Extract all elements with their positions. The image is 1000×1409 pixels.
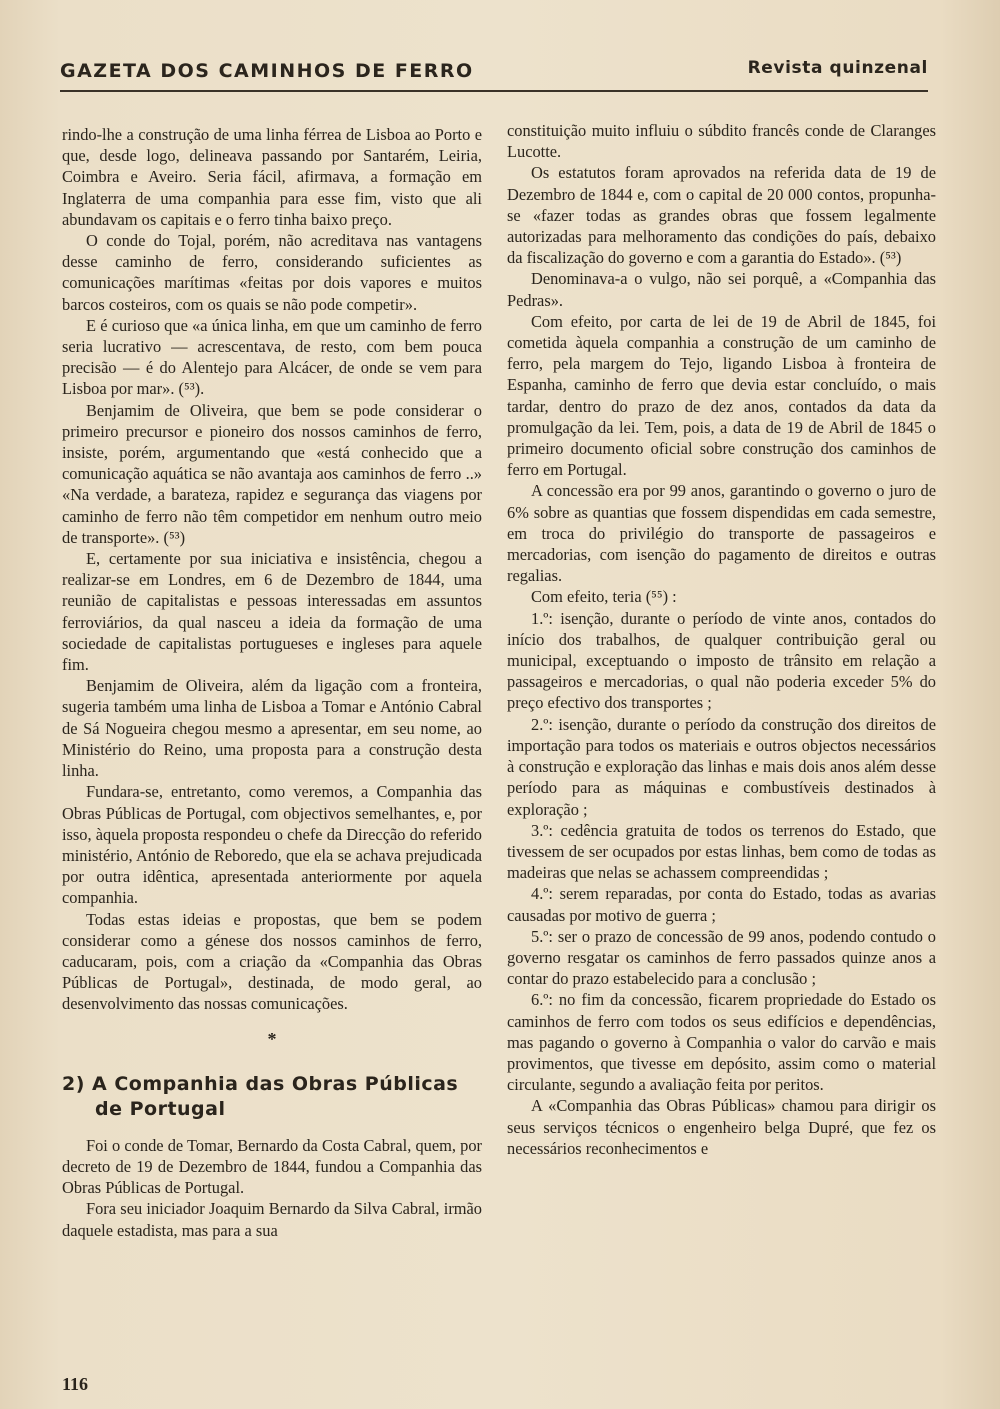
paragraph: Foi o conde de Tomar, Bernardo da Costa Cabral, quem, por decreto de 19 de Dezembro de 1844, fundou a Companhia das Obras Públicas de Portugal. — [62, 1135, 482, 1198]
paragraph: A «Companhia das Obras Públicas» chamou para dirigir os seus serviços técnicos o engenheiro belga Dupré, que fez os necessários reconhecimentos e — [507, 1096, 936, 1158]
list-item: 1.º: isenção, durante o período de vinte anos, contados do início dos trabalhos, de qualquer contribuição geral ou municipal, exceptuando o imposto de trânsito em relação a passageiros e mercadorias, o qual não poderia exceder 5% do preço efectivo dos transportes ; — [507, 608, 936, 713]
paragraph: A concessão era por 99 anos, garantindo o governo o juro de 6% sobre as quantias que fossem dispendidas em cada semestre, em troca do privilégio do transporte de passageiros e mercadorias, com isenção do pagamento de direitos e outras regalias. — [507, 481, 936, 586]
list-item: 2.º: isenção, durante o período da construção dos direitos de importação para todos os materiais e outros objectos necessários à construção e exploração das linhas e mais dois anos além desse período para as máquinas e combustíveis destinados à exploração ; — [507, 714, 936, 819]
paragraph: Com efeito, por carta de lei de 19 de Abril de 1845, foi cometida àquela companhia a construção de um caminho de ferro, pela margem do Tejo, ligando Lisboa à fronteira de Espanha, caminho de ferro que devia estar concluído, o mais tardar, dentro do prazo de dez anos, contados da data da promulgação da lei. Tem, pois, a data de 19 de Abril de 1845 o primeiro documento oficial sobre construção dos caminhos de ferro em Portugal. — [507, 311, 936, 480]
section-heading — [62, 1072, 482, 1122]
running-header — [60, 56, 928, 92]
paragraph: O conde do Tojal, porém, não acreditava nas vantagens desse caminho de ferro, considerando suficientes as comunicações marítimas «feitas por dois vapores e muitos barcos costeiros, com os quais se não pode competir». — [62, 231, 482, 314]
journal-subtitle: Revista quinzenal — [747, 58, 928, 78]
paragraph: E é curioso que «a única linha, em que um caminho de ferro seria lucrativo — acrescentava, de resto, com bem pouca precisão — é do Alentejo para Alcácer, de onde se vem para Lisboa por mar». (⁵³). — [62, 315, 482, 399]
list-item: 5.º: ser o prazo de concessão de 99 anos, podendo contudo o governo resgatar os caminhos de ferro passados quinze anos a contar do prazo estabelecido para a conclusão ; — [507, 926, 936, 989]
paragraph: Denominava-a o vulgo, não sei porquê, a «Companhia das Pedras». — [507, 269, 936, 310]
paragraph: constituição muito influiu o súbdito francês conde de Claranges Lucotte. — [507, 121, 936, 162]
paragraph: Benjamim de Oliveira, além da ligação com a fronteira, sugeria também uma linha de Lisboa a Tomar e António Cabral de Sá Nogueira chegou mesmo a apresentar, em seu nome, ao Ministério do Reino, uma proposta para a construção desta linha. — [62, 676, 482, 781]
journal-title: GAZETA DOS CAMINHOS DE FERRO — [60, 60, 474, 82]
section-separator: * — [267, 1028, 277, 1049]
list-item: 6.º: no fim da concessão, ficarem propriedade do Estado os caminhos de ferro com todos os seus edifícios e dependências, mas pagando o governo à Companhia o valor do carvão e mais provimentos, que tivesse em depósito, assim como o material circulante, segundo a avaliação feita por peritos. — [507, 990, 936, 1095]
paragraph: Os estatutos foram aprovados na referida data de 19 de Dezembro de 1844 e, com o capital de 20 000 contos, propunha-se «fazer todas as grandes obras que fossem legalmente autorizadas para melhoramento das condições do país, debaixo da fiscalização do governo e com a garantia do Estado». (⁵³) — [507, 163, 936, 268]
paragraph: Fundara-se, entretanto, como veremos, a Companhia das Obras Públicas de Portugal, com objectivos semelhantes, e, por isso, àquela proposta respondeu o chefe da Direcção do referido ministério, António de Reboredo, que ela se achava prejudicada por outra idêntica, apresentada anteriormente por aquela companhia. — [62, 782, 482, 908]
paragraph: Benjamim de Oliveira, que bem se pode considerar o primeiro precursor e pioneiro dos nossos caminhos de ferro, insiste, porém, argumentando que «está conhecido que a comunicação aquática se não avantaja aos caminhos de ferro ..» «Na verdade, a barateza, rapidez e segurança das viagens por caminho de ferro não têm competidor em nenhum outro meio de transporte». (⁵³) — [62, 400, 482, 547]
paragraph: rindo-lhe a construção de uma linha férrea de Lisboa ao Porto e que, desde logo, delineava passando por Santarém, Leiria, Coimbra e Aveiro. Seria fácil, afirmava, a formação em Inglaterra de uma companhia para esse fim, visto que ali abundavam os capitais e o ferro tinha baixo preço. — [62, 125, 482, 229]
right-column — [507, 120, 936, 1159]
paragraph: Todas estas ideias e propostas, que bem se podem considerar como a génese dos nossos caminhos de ferro, caducaram, pois, com a criação da «Companhia das Obras Públicas de Portugal», destinada, de modo geral, ao desenvolvimento das nossas comunicações. — [62, 909, 482, 1014]
left-column — [62, 124, 482, 1241]
section-heading-line1: 2) A Companhia das Obras Públicas — [62, 1072, 459, 1095]
section-heading-line2: de Portugal — [95, 1097, 226, 1120]
page-number: 116 — [62, 1374, 89, 1394]
paragraph: Com efeito, teria (⁵⁵) : — [531, 587, 677, 607]
list-item: 4.º: serem reparadas, por conta do Estado, todas as avarias causadas por motivo de guerra ; — [507, 884, 936, 925]
paragraph: Fora seu iniciador Joaquim Bernardo da Silva Cabral, irmão daquele estadista, mas para a sua — [62, 1199, 482, 1240]
list-item: 3.º: cedência gratuita de todos os terrenos do Estado, que tivessem de ser ocupados por estas linhas, bem como de todas as madeiras que nelas se achassem compreendidas ; — [507, 820, 936, 883]
paragraph: E, certamente por sua iniciativa e insistência, chegou a realizar-se em Londres, em 6 de Dezembro de 1844, uma reunião de capitalistas e pessoas interessadas em assuntos ferroviários, da qual nasceu a ideia da formação de uma sociedade de capitalistas portugueses e ingleses para aquele fim. — [62, 549, 482, 675]
